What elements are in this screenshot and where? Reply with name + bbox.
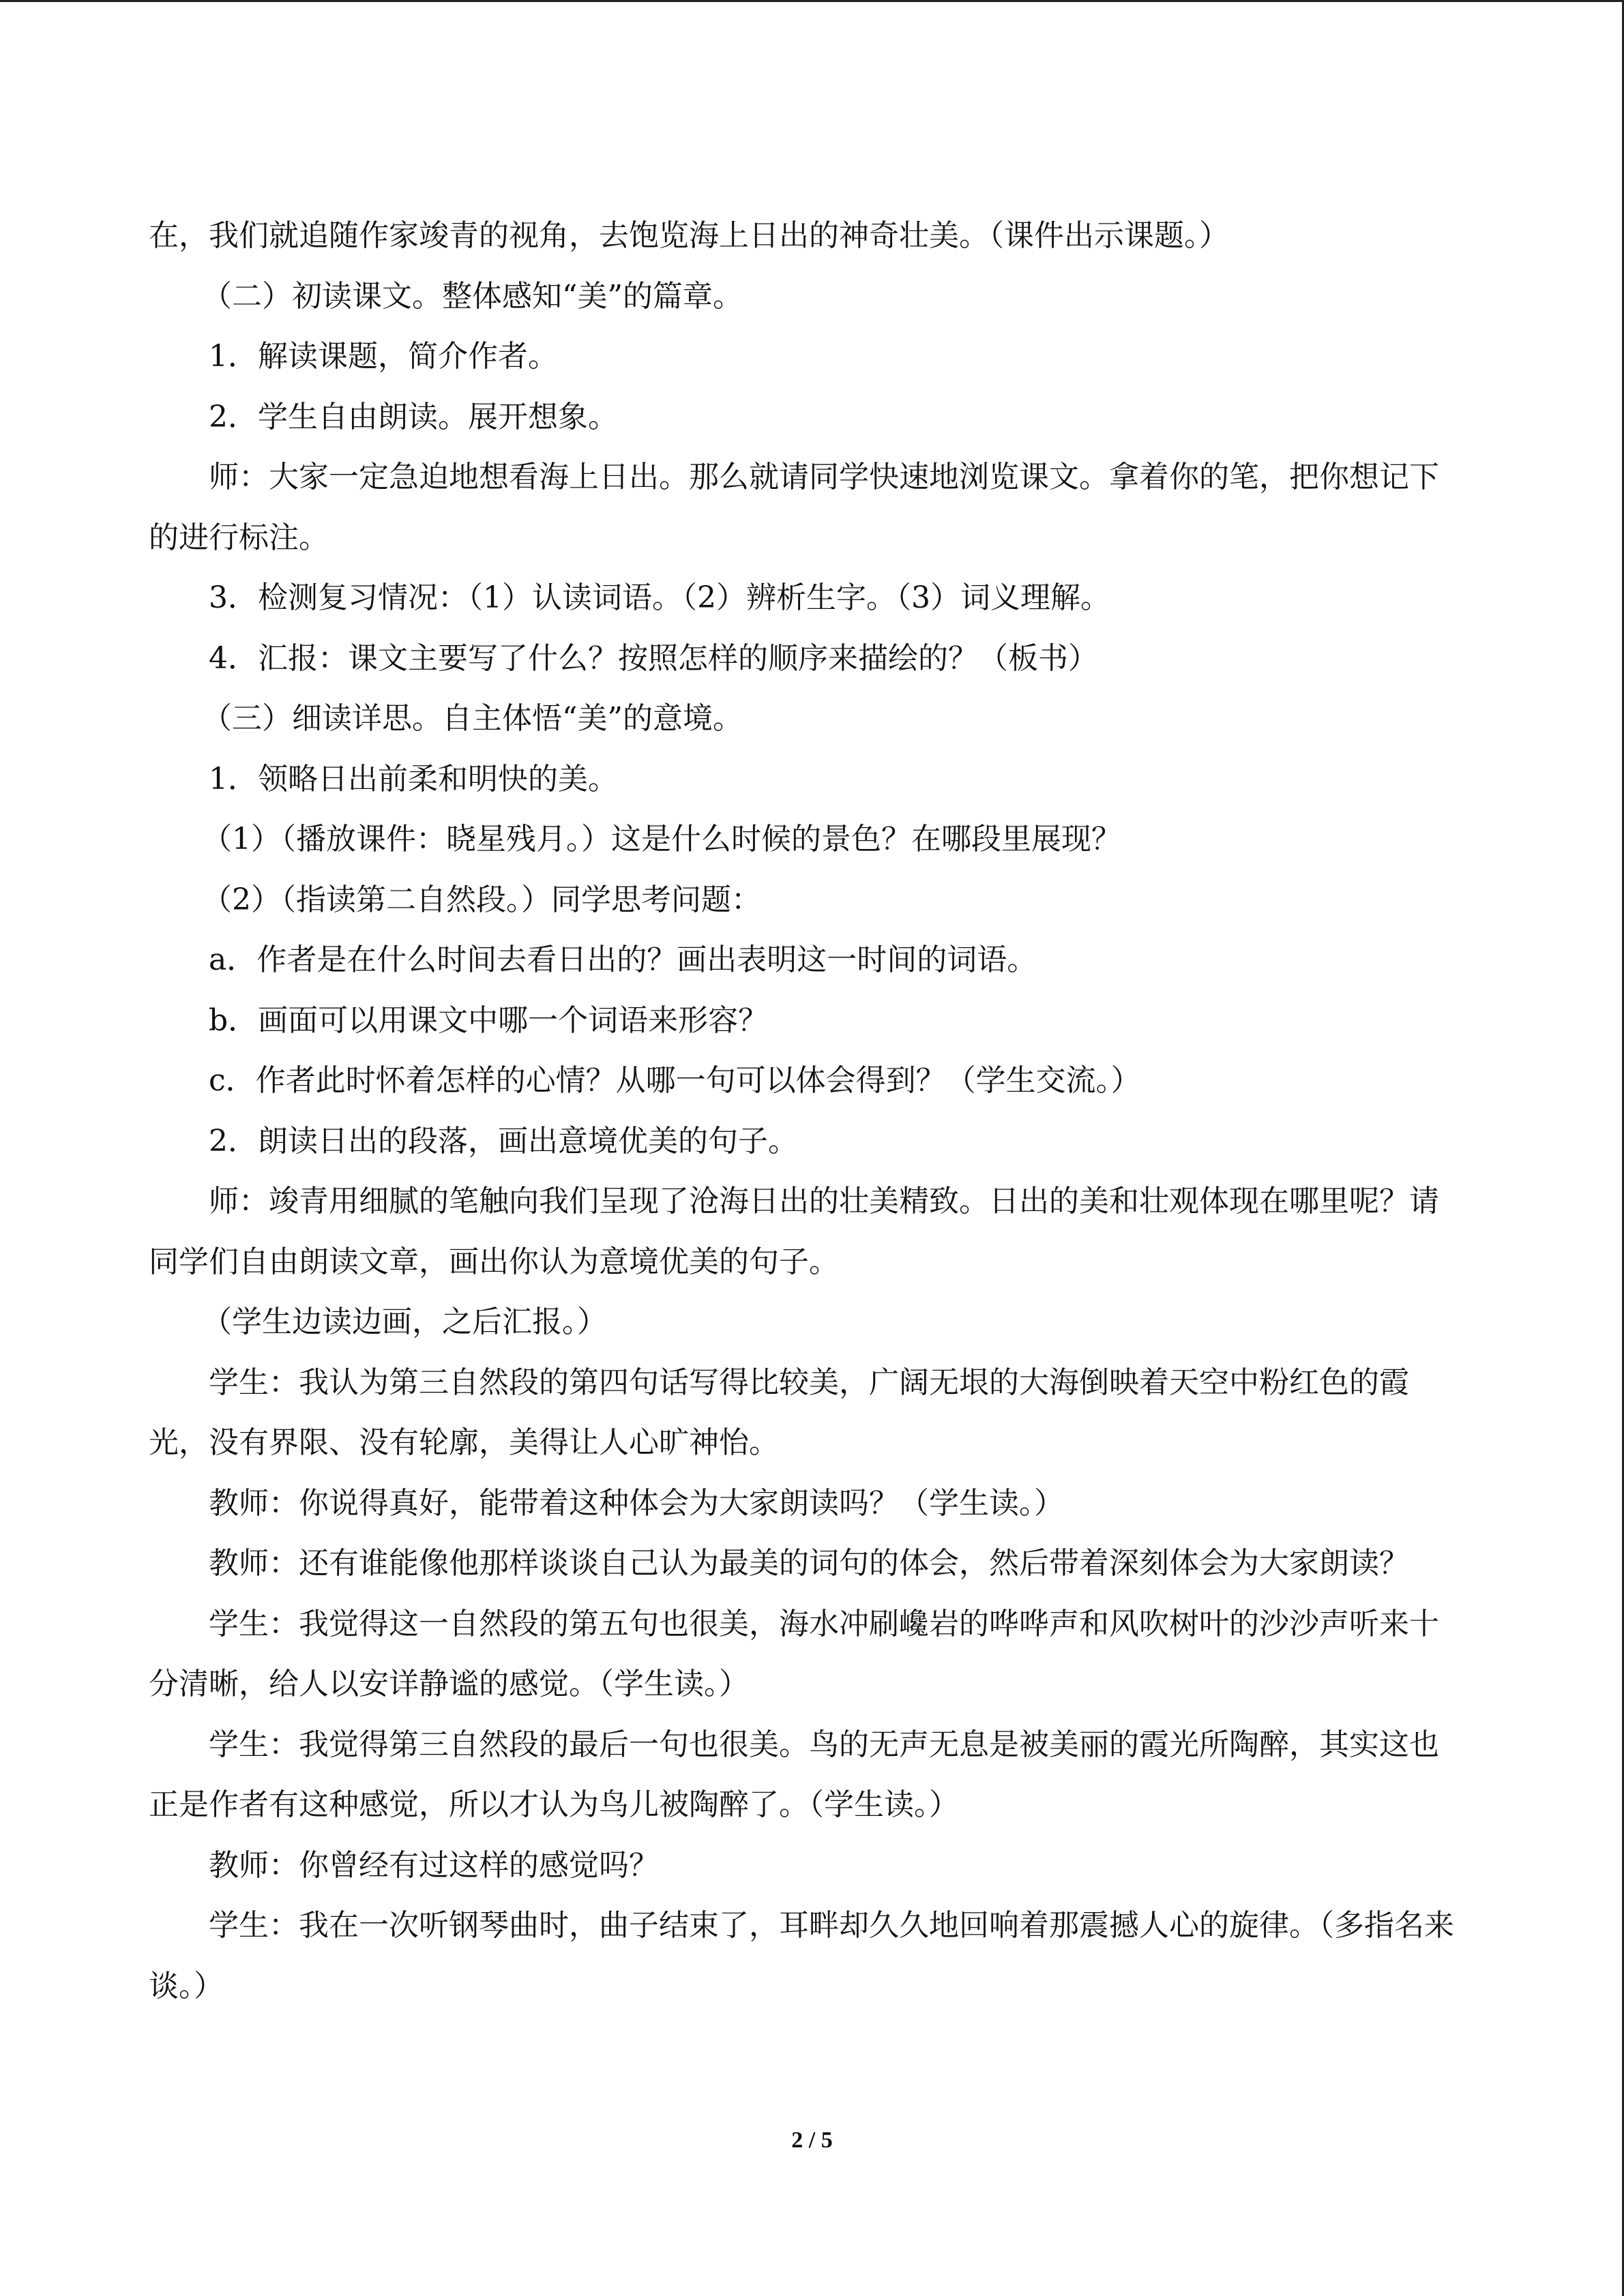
paragraph: 学生：我觉得这一自然段的第五句也很美，海水冲刷巉岩的哗哗声和风吹树叶的沙沙声听来十分清晰，给人以安详静谧的感觉。（学生读。）: [149, 1606, 1439, 1701]
list-item: c．作者此时怀着怎样的心情？从哪一句可以体会得到？（学生交流。）: [209, 1063, 1141, 1098]
paragraph: 学生：我认为第三自然段的第四句话写得比较美，广阔无垠的大海倒映着天空中粉红色的霞光，没有界限、没有轮廓，美得让人心旷神怡。: [149, 1365, 1409, 1460]
document-body: [149, 206, 1458, 2016]
list-item: 2．学生自由朗读。展开想象。: [209, 399, 618, 434]
list-item: 1．解读课题，简介作者。: [209, 339, 558, 374]
list-item: 2．朗读日出的段落，画出意境优美的句子。: [209, 1123, 798, 1159]
section-heading: （二）初读课文。整体感知“美”的篇章。: [202, 278, 743, 314]
list-item: b．画面可以用课文中哪一个词语来形容？: [209, 1002, 769, 1038]
list-item: 1．领略日出前柔和明快的美。: [209, 761, 618, 796]
paragraph: 在，我们就追随作家竣青的视角，去饱览海上日出的神奇壮美。（课件出示课题。）: [149, 218, 1229, 253]
page-number: 2 / 5: [791, 2128, 833, 2153]
list-item: 4．汇报：课文主要写了什么？按照怎样的顺序来描绘的？（板书）: [209, 640, 1098, 676]
paragraph: 学生：我在一次听钢琴曲时，曲子结束了，耳畔却久久地回响着那震撼人心的旋律。（多指名来谈。）: [149, 1908, 1454, 2003]
paragraph: 学生：我觉得第三自然段的最后一句也很美。鸟的无声无息是被美丽的霞光所陶醉，其实这也正是作者有这种感觉，所以才认为鸟儿被陶醉了。（学生读。）: [149, 1727, 1439, 1822]
paragraph: 师：竣青用细腻的笔触向我们呈现了沧海日出的壮美精致。日出的美和壮观体现在哪里呢？请同学们自由朗读文章，画出你认为意境优美的句子。: [149, 1184, 1439, 1279]
section-heading: （三）细读详思。自主体悟“美”的意境。: [202, 701, 743, 736]
list-item: （2）（指读第二自然段。）同学思考问题：: [202, 882, 761, 917]
page-top-border: [0, 0, 1624, 2]
paragraph: 教师：你说得真好，能带着这种体会为大家朗读吗？（学生读。）: [209, 1485, 1064, 1521]
list-item: （1）（播放课件：晓星残月。）这是什么时候的景色？在哪段里展现？: [202, 822, 1121, 856]
list-item: a．作者是在什么时间去看日出的？画出表明这一时间的词语。: [209, 942, 1037, 977]
paragraph: 师：大家一定急迫地想看海上日出。那么就请同学快速地浏览课文。拿着你的笔，把你想记下的进行标注。: [149, 460, 1439, 555]
paragraph: 教师：你曾经有过这样的感觉吗？: [209, 1847, 659, 1883]
paragraph: （学生边读边画，之后汇报。）: [202, 1304, 607, 1339]
paragraph: 教师：还有谁能像他那样谈谈自己认为最美的词句的体会，然后带着深刻体会为大家朗读？: [209, 1546, 1409, 1581]
list-item: 3．检测复习情况：（1）认读词语。（2）辨析生字。（3）词义理解。: [209, 580, 1110, 615]
